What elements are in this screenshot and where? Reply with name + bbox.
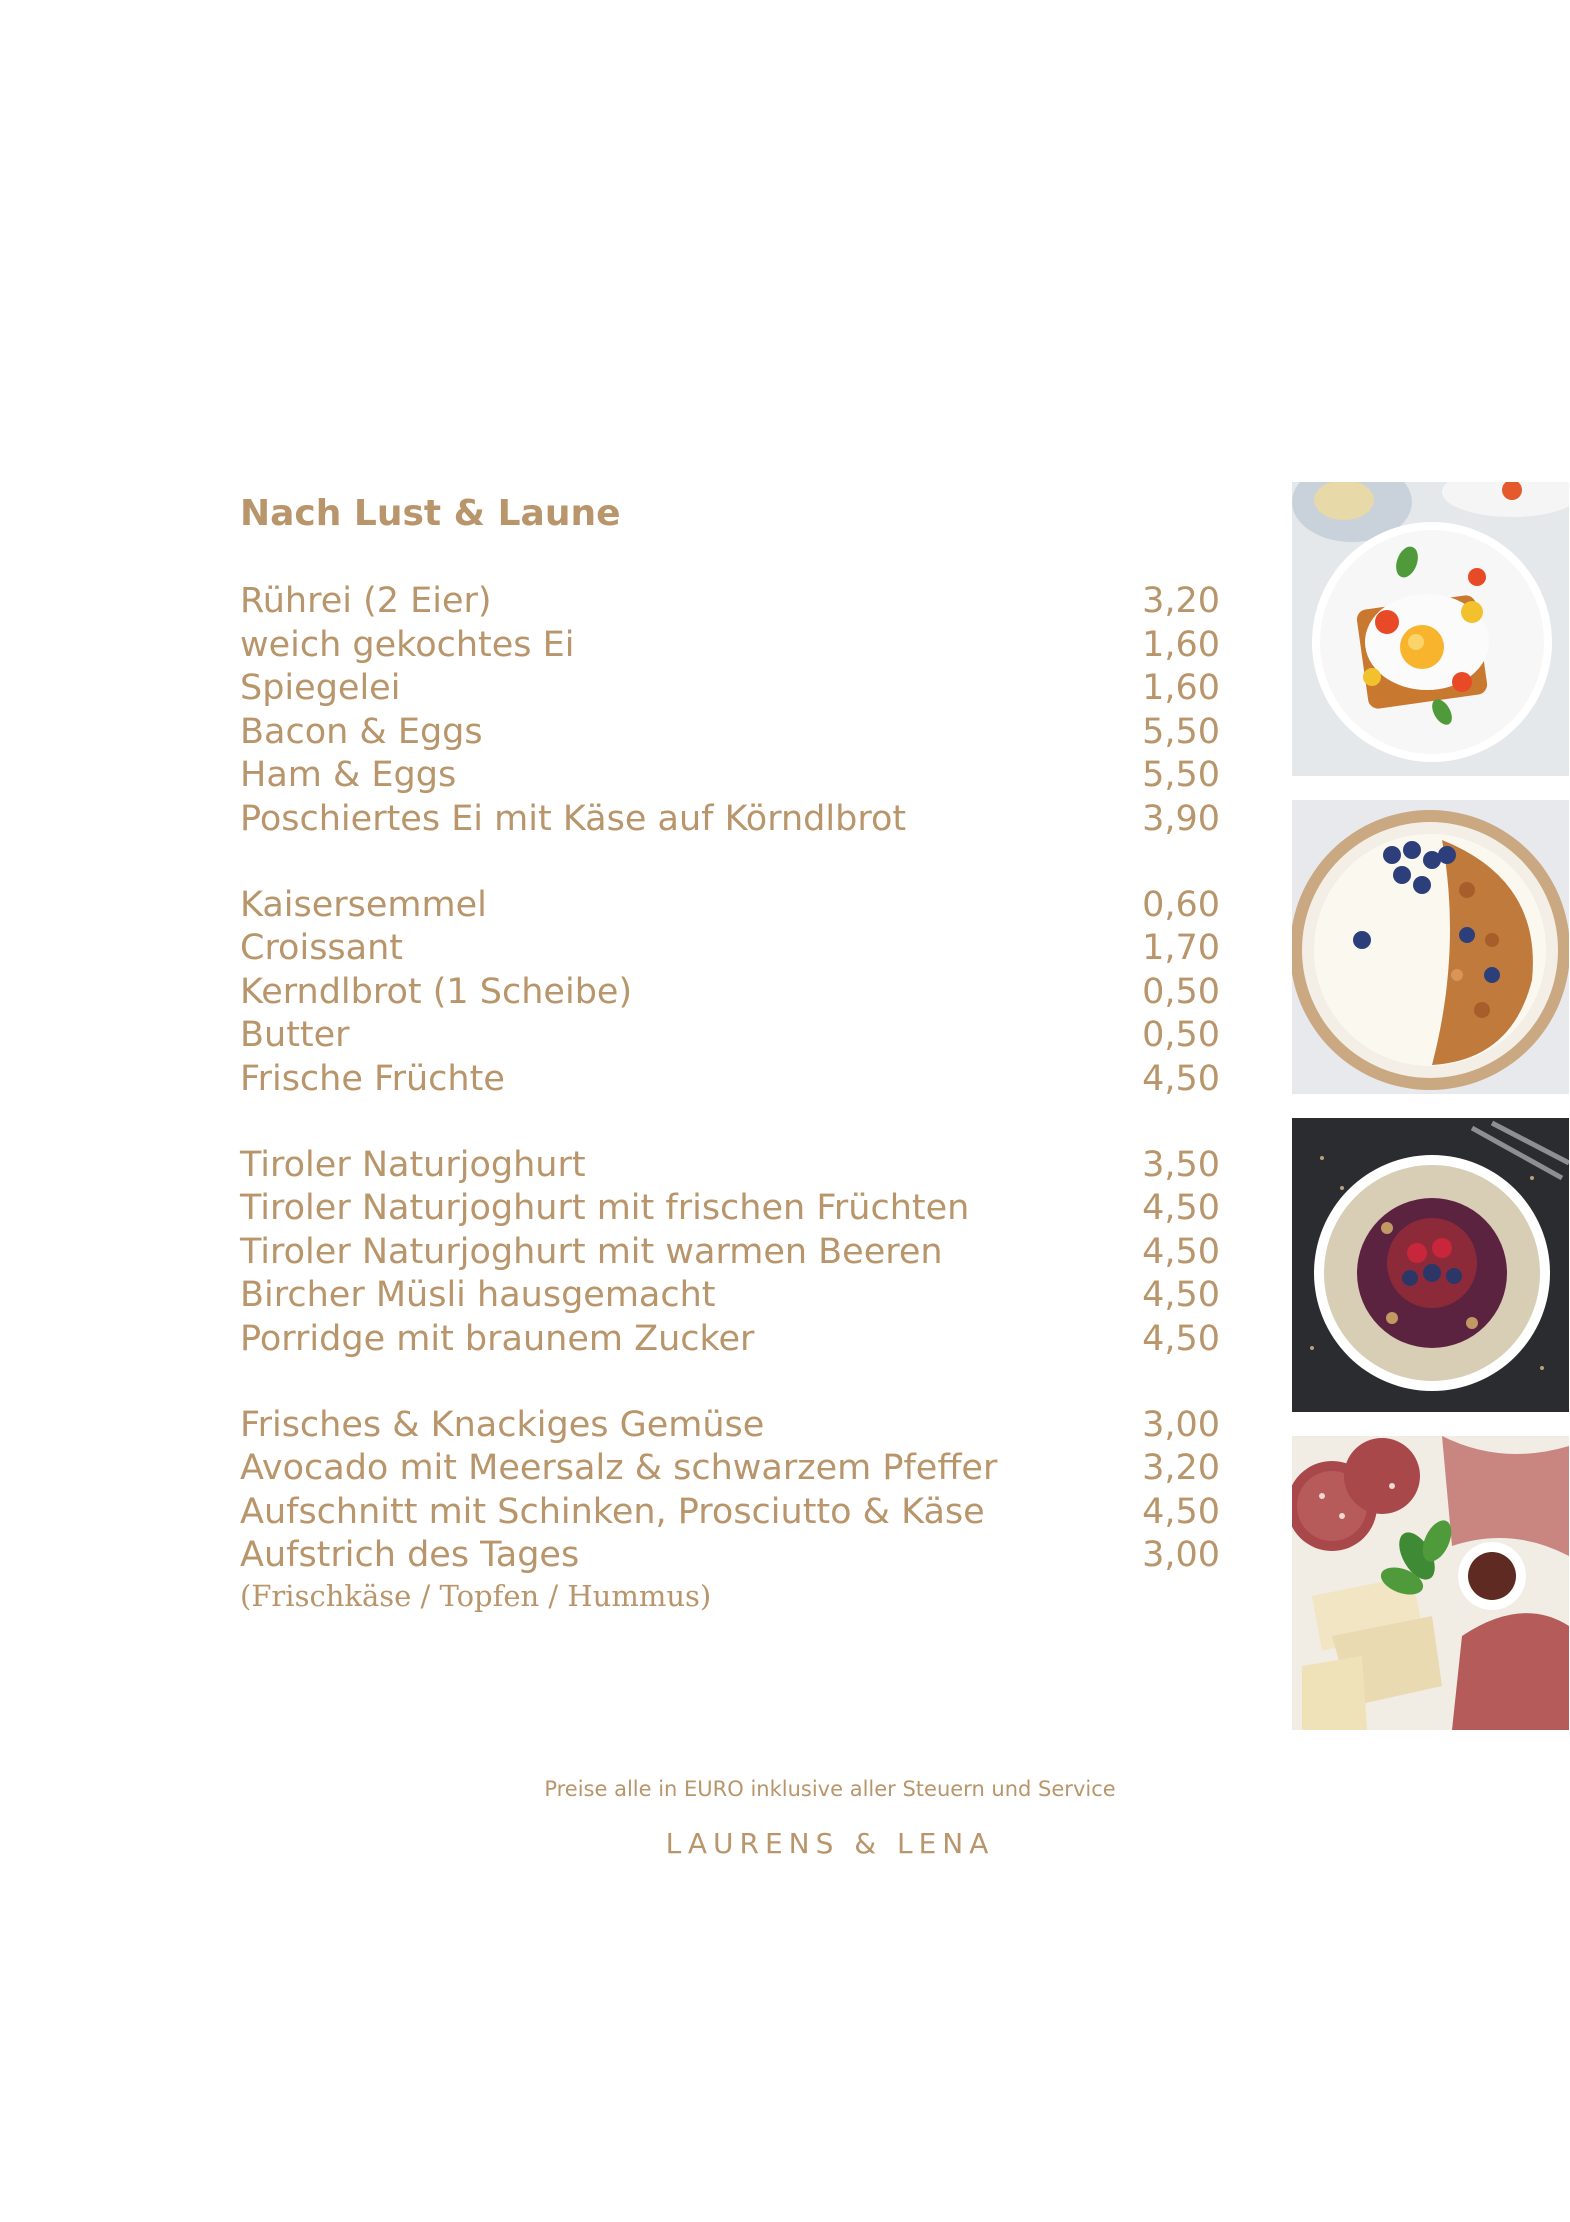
menu-item-name: Avocado mit Meersalz & schwarzem Pfeffer: [240, 1448, 998, 1489]
section-title: Nach Lust & Laune: [240, 493, 621, 534]
menu-group-savory: [240, 1404, 1220, 1616]
yoghurt-bowl-photo: [1292, 800, 1569, 1094]
menu-item-name: Bircher Müsli hausgemacht: [240, 1275, 716, 1316]
porridge-photo: [1292, 1118, 1569, 1412]
menu-item: [240, 1491, 1220, 1535]
menu-item: [240, 1231, 1220, 1275]
menu-item-name: Rührei (2 Eier): [240, 581, 492, 621]
menu-item-name: Poschiertes Ei mit Käse auf Körndlbrot: [240, 798, 907, 839]
menu-item-name: Kaisersemmel: [240, 884, 487, 925]
menu-list: [240, 580, 1220, 1658]
menu-item: [240, 624, 1220, 668]
menu-item: [240, 580, 1220, 624]
menu-group-bread: [240, 884, 1220, 1102]
menu-item-name: Aufschnitt mit Schinken, Prosciutto & Käse: [240, 1491, 985, 1532]
menu-item-price: 4,50: [1142, 1318, 1220, 1359]
menu-item-price: 0,50: [1142, 971, 1220, 1012]
menu-item: [240, 927, 1220, 971]
menu-item-price: 3,00: [1142, 1535, 1220, 1576]
menu-item-name: Croissant: [240, 928, 404, 969]
menu-item-price: 0,60: [1142, 884, 1220, 925]
menu-item-price: 3,20: [1142, 1448, 1220, 1489]
menu-item-name: Frische Früchte: [240, 1058, 505, 1099]
menu-group-yoghurt: [240, 1144, 1220, 1362]
menu-item: [240, 1187, 1220, 1231]
menu-item-name: Kerndlbrot (1 Scheibe): [240, 971, 633, 1012]
menu-item-name: Frisches & Knackiges Gemüse: [240, 1404, 765, 1445]
menu-item-price: 5,50: [1142, 755, 1220, 796]
menu-item-name: Tiroler Naturjoghurt mit warmen Beeren: [240, 1231, 943, 1272]
photo-column: [1292, 482, 1569, 1754]
menu-item: [240, 1014, 1220, 1058]
menu-item-price: 4,50: [1142, 1491, 1220, 1532]
brand-logo: LAURENS & LENA: [665, 1827, 995, 1860]
menu-item-name: Tiroler Naturjoghurt: [240, 1144, 586, 1185]
menu-item-price: 3,50: [1142, 1144, 1220, 1185]
menu-item-price: 1,60: [1142, 668, 1220, 709]
eggs-photo: [1292, 482, 1569, 776]
menu-item-name: Bacon & Eggs: [240, 711, 483, 752]
charcuterie-photo: [1292, 1436, 1569, 1730]
menu-item-name: Spiegelei: [240, 668, 401, 709]
menu-item: [240, 798, 1220, 842]
menu-item-price: 4,50: [1142, 1231, 1220, 1272]
menu-item-note: (Frischkäse / Topfen / Hummus): [240, 1578, 712, 1613]
menu-item-price: 5,50: [1142, 711, 1220, 752]
menu-item: [240, 1058, 1220, 1102]
menu-item-price: 4,50: [1142, 1275, 1220, 1316]
menu-item-price: 4,50: [1142, 1188, 1220, 1229]
menu-item-price: 3,00: [1142, 1404, 1220, 1445]
menu-item: [240, 711, 1220, 755]
menu-item-price: 3,90: [1142, 798, 1220, 839]
menu-item: [240, 971, 1220, 1015]
menu-item-price: 0,50: [1142, 1015, 1220, 1056]
menu-item-name: weich gekochtes Ei: [240, 624, 575, 665]
menu-item-name: Porridge mit braunem Zucker: [240, 1318, 755, 1359]
menu-item-name: Aufstrich des Tages: [240, 1535, 580, 1576]
menu-item-name: Tiroler Naturjoghurt mit frischen Früchten: [240, 1188, 970, 1229]
menu-item-price: 1,60: [1142, 624, 1220, 665]
menu-item: [240, 1144, 1220, 1188]
menu-item: [240, 1447, 1220, 1491]
menu-item: [240, 1534, 1220, 1578]
menu-item: [240, 1404, 1220, 1448]
menu-item: [240, 754, 1220, 798]
menu-item-name: Butter: [240, 1015, 350, 1056]
menu-item-price: 3,20: [1142, 581, 1220, 621]
menu-item: [240, 884, 1220, 928]
menu-item-price: 1,70: [1142, 928, 1220, 969]
menu-item: [240, 667, 1220, 711]
menu-item-name: Ham & Eggs: [240, 755, 457, 796]
menu-item: [240, 1274, 1220, 1318]
price-note: Preise alle in EURO inklusive aller Steuern und Service: [544, 1777, 1116, 1801]
menu-item-price: 4,50: [1142, 1058, 1220, 1099]
menu-item: [240, 1318, 1220, 1362]
menu-group-eggs: [240, 580, 1220, 842]
